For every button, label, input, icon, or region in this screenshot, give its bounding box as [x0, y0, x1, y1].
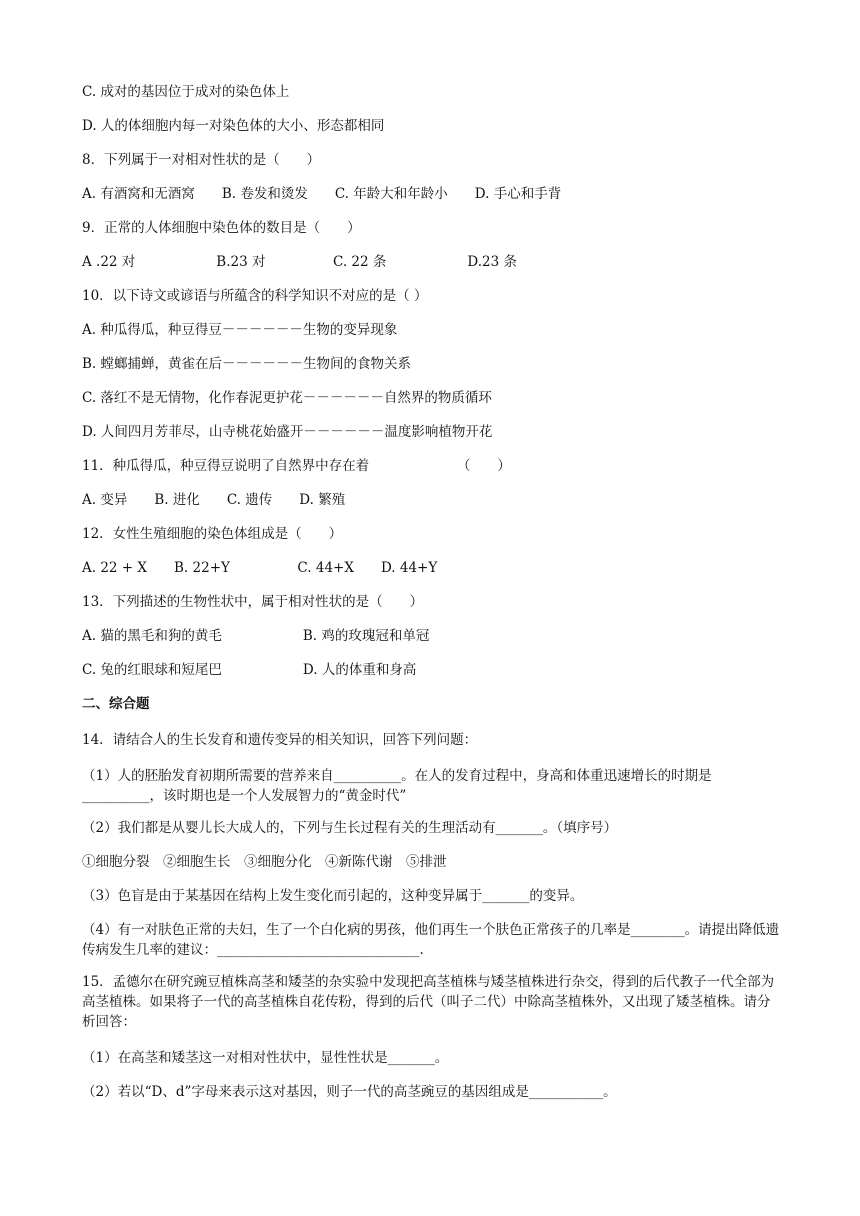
question-12: 12．女性生殖细胞的染色体组成是（ ）: [82, 526, 343, 542]
question-8-options: A. 有酒窝和无酒窝 B. 卷发和烫发 C. 年龄大和年龄小 D. 手心和手背: [82, 186, 562, 202]
line-c-genes: C. 成对的基因位于成对的染色体上: [82, 84, 290, 100]
question-10-option-d: D. 人间四月芳菲尽，山寺桃花始盛开－－－－－－温度影响植物开花: [82, 424, 493, 440]
question-11-options: A. 变异 B. 进化 C. 遗传 D. 繁殖: [82, 492, 346, 508]
question-10-option-c: C. 落红不是无情物，化作春泥更护花－－－－－－自然界的物质循环: [82, 390, 492, 406]
question-10-option-a: A. 种瓜得瓜，种豆得豆－－－－－－生物的变异现象: [82, 322, 398, 338]
section-title: 二、综合题: [82, 696, 150, 712]
question-15-part-1: （1）在高茎和矮茎这一对相对性状中，显性性状是_______。: [82, 1050, 449, 1066]
question-14-part-2: （2）我们都是从婴儿长大成人的，下列与生长过程有关的生理活动有_______。（填序号）: [82, 820, 618, 836]
question-8: 8．下列属于一对相对性状的是（ ）: [82, 152, 321, 168]
question-9-options: A .22 对 B.23 对 C. 22 条 D.23 条: [82, 254, 517, 270]
question-13-options-cd: C. 兔的红眼球和短尾巴 D. 人的体重和身高: [82, 662, 417, 678]
question-14-stem: 14．请结合人的生长发育和遗传变异的相关知识，回答下列问题：: [82, 732, 478, 748]
question-14-part-4: （4）有一对肤色正常的夫妇，生了一个白化病的男孩，他们再生一个肤色正常孩子的几率是________。请提出降低遗传病发生几率的建议：______________________________.: [82, 922, 780, 958]
question-13: 13．下列描述的生物性状中，属于相对性状的是（ ）: [82, 594, 424, 610]
question-14-part-2-options: ①细胞分裂 ②细胞生长 ③细胞分化 ④新陈代谢 ⑤排泄: [82, 854, 447, 870]
question-13-options-ab: A. 猫的黑毛和狗的黄毛 B. 鸡的玫瑰冠和单冠: [82, 628, 430, 644]
question-11: 11．种瓜得瓜，种豆得豆说明了自然界中存在着 （ ）: [82, 458, 511, 474]
question-10-option-b: B. 螳螂捕蝉，黄雀在后－－－－－－生物间的食物关系: [82, 356, 412, 372]
question-10: 10．以下诗文或谚语与所蕴含的科学知识不对应的是（ ）: [82, 288, 428, 304]
question-12-options: A. 22 + X B. 22+Y C. 44+X D. 44+Y: [82, 560, 438, 576]
question-15-part-2: （2）若以“D、d”字母来表示这对基因，则子一代的高茎豌豆的基因组成是___________。: [82, 1084, 617, 1100]
question-9: 9．正常的人体细胞中染色体的数目是（ ）: [82, 220, 361, 236]
question-14-part-1: （1）人的胚胎发育初期所需要的营养来自__________。在人的发育过程中，身高和体重迅速增长的时期是__________，该时期也是一个人发展智力的“黄金时代”: [82, 768, 712, 804]
question-14-part-3: （3）色盲是由于某基因在结构上发生变化而引起的，这种变异属于_______的变异。: [82, 888, 584, 904]
line-d-chromosomes: D. 人的体细胞内每一对染色体的大小、形态都相同: [82, 118, 385, 134]
question-15-stem: 15．孟德尔在研究豌豆植株高茎和矮茎的杂实验中发现把高茎植株与矮茎植株进行杂交，得到的后代教子一代全部为高茎植株。如果将子一代的高茎植株自花传粉，得到的后代（叫子二代）中除高茎植株外，又出现了矮茎植株。请分析回答：: [82, 974, 775, 1030]
